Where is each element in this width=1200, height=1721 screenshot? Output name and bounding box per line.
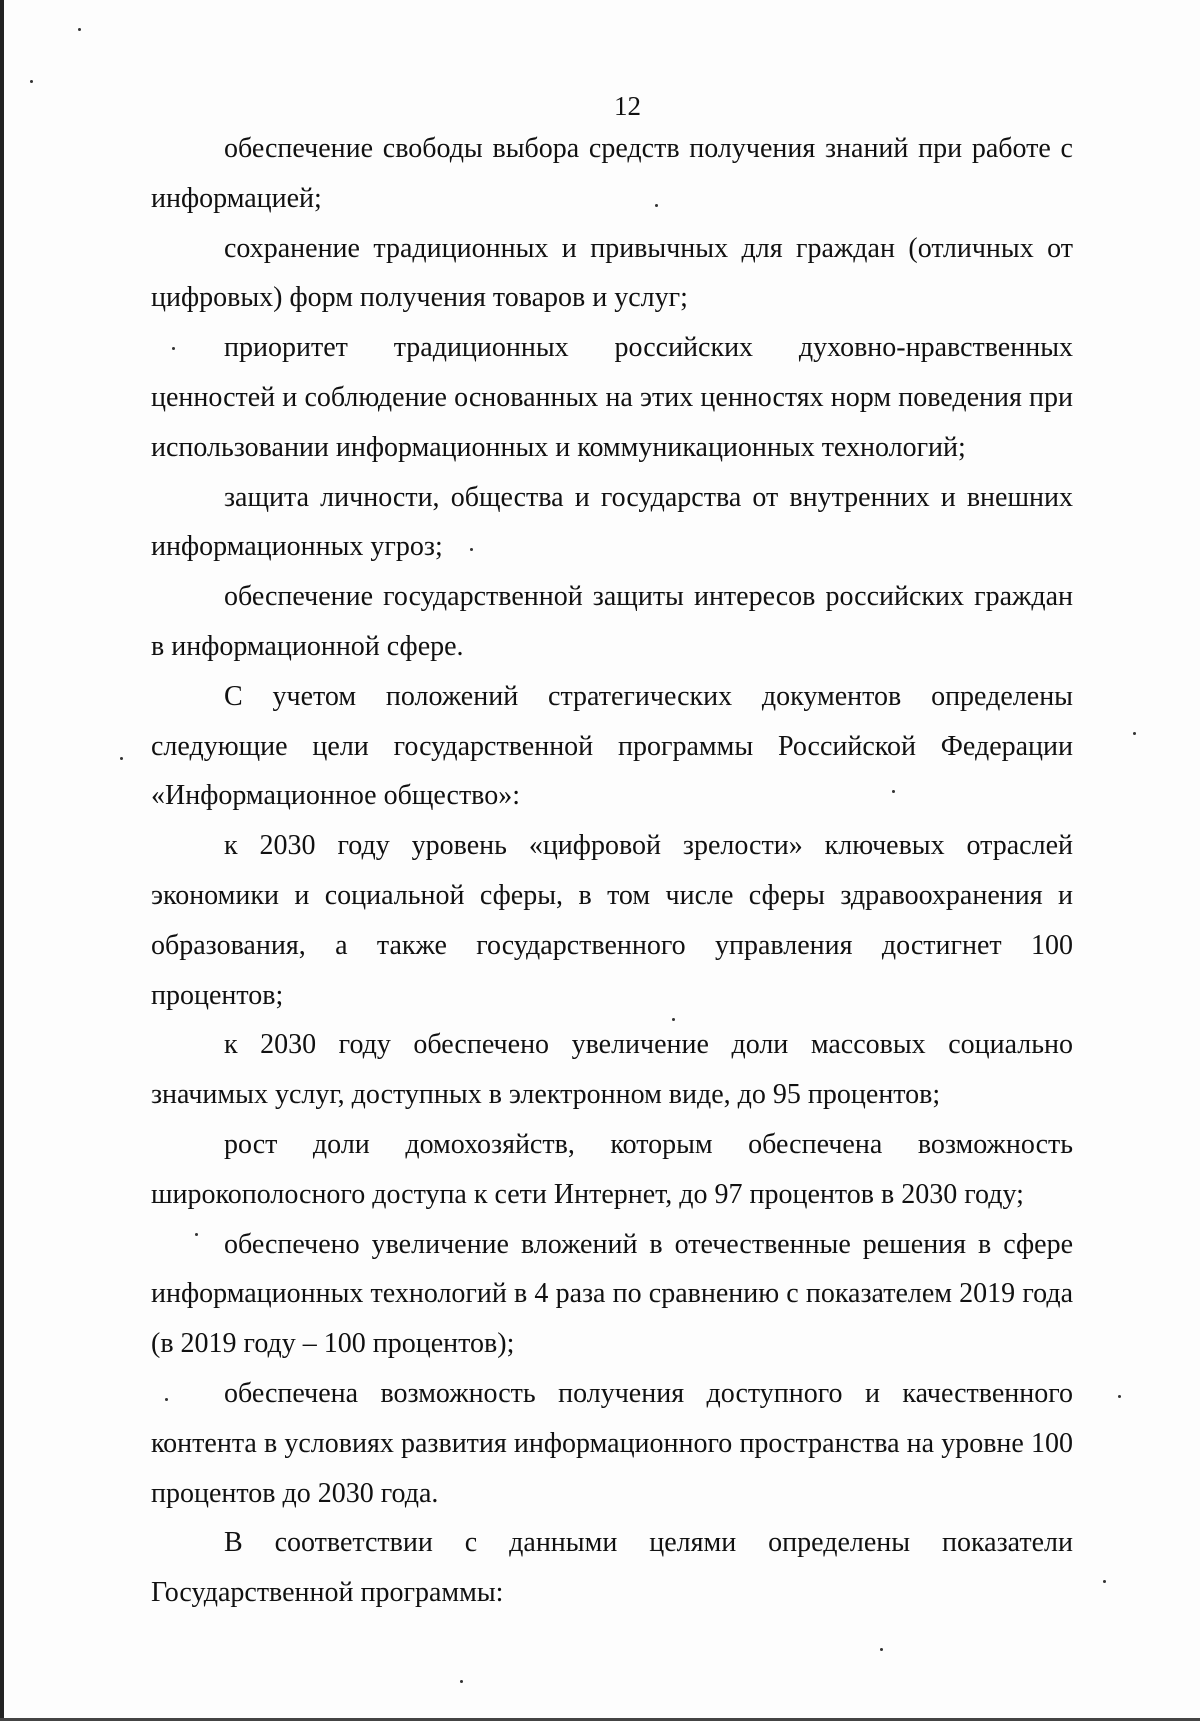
scan-speck <box>165 1398 168 1401</box>
scan-speck <box>30 80 33 83</box>
paragraph: к 2030 году уровень «цифровой зрелости» ключевых отраслей экономики и социальной сферы, в том числе сферы здравоохранения и образования, а также государственного управления достигнет 100 процентов; <box>151 830 1073 1011</box>
paragraph: обеспечение свободы выбора средств получения знаний при работе с информацией; <box>151 133 1073 214</box>
scan-speck <box>78 28 81 31</box>
paragraph: В соответствии с данными целями определены показатели Государственной программы: <box>151 1527 1073 1609</box>
paragraph: С учетом положений стратегических документов определены следующие цели государственной программы Российской Федерации «Информационное общество»: <box>151 680 1073 812</box>
page-number: 12 <box>614 91 641 121</box>
scan-speck <box>880 1648 883 1651</box>
scan-speck <box>655 204 658 207</box>
paragraph: приоритет традиционных российских духовно-нравственных ценностей и соблюдение основанных на этих ценностях норм поведения при использовании информационных и коммуникационных технологий; <box>151 332 1073 463</box>
scan-speck <box>1133 732 1136 735</box>
scan-speck <box>470 548 473 551</box>
scan-left-edge <box>0 0 4 1721</box>
paragraph: сохранение традиционных и привычных для граждан (отличных от цифровых) форм получения товаров и услуг; <box>151 232 1073 314</box>
scan-speck <box>195 1233 198 1236</box>
paragraph: защита личности, общества и государства от внутренних и внешних информационных угроз; <box>151 481 1073 563</box>
paragraph: обеспечено увеличение вложений в отечественные решения в сфере информационных технологий в 4 раза по сравнению с показателем 2019 года (в 2019 году – 100 процентов); <box>151 1228 1073 1360</box>
scan-speck <box>460 1680 463 1683</box>
paragraph: рост доли домохозяйств, которым обеспечена возможность широкополосного доступа к сети Интернет, до 97 процентов в 2030 году; <box>151 1128 1073 1210</box>
scan-speck <box>172 347 175 350</box>
document-body <box>151 124 1073 1618</box>
scan-speck <box>1118 1395 1121 1398</box>
scan-speck <box>672 1018 675 1021</box>
scan-speck <box>1103 1580 1106 1583</box>
scan-speck <box>892 790 895 793</box>
paragraph: обеспечена возможность получения доступного и качественного контента в условиях развития информационного пространства на уровне 100 процентов до 2030 года. <box>151 1377 1073 1509</box>
scan-speck <box>120 757 123 760</box>
paragraph: обеспечение государственной защиты интересов российских граждан в информационной сфере. <box>151 581 1073 662</box>
paragraph: к 2030 году обеспечено увеличение доли массовых социально значимых услуг, доступных в электронном виде, до 95 процентов; <box>151 1029 1073 1111</box>
